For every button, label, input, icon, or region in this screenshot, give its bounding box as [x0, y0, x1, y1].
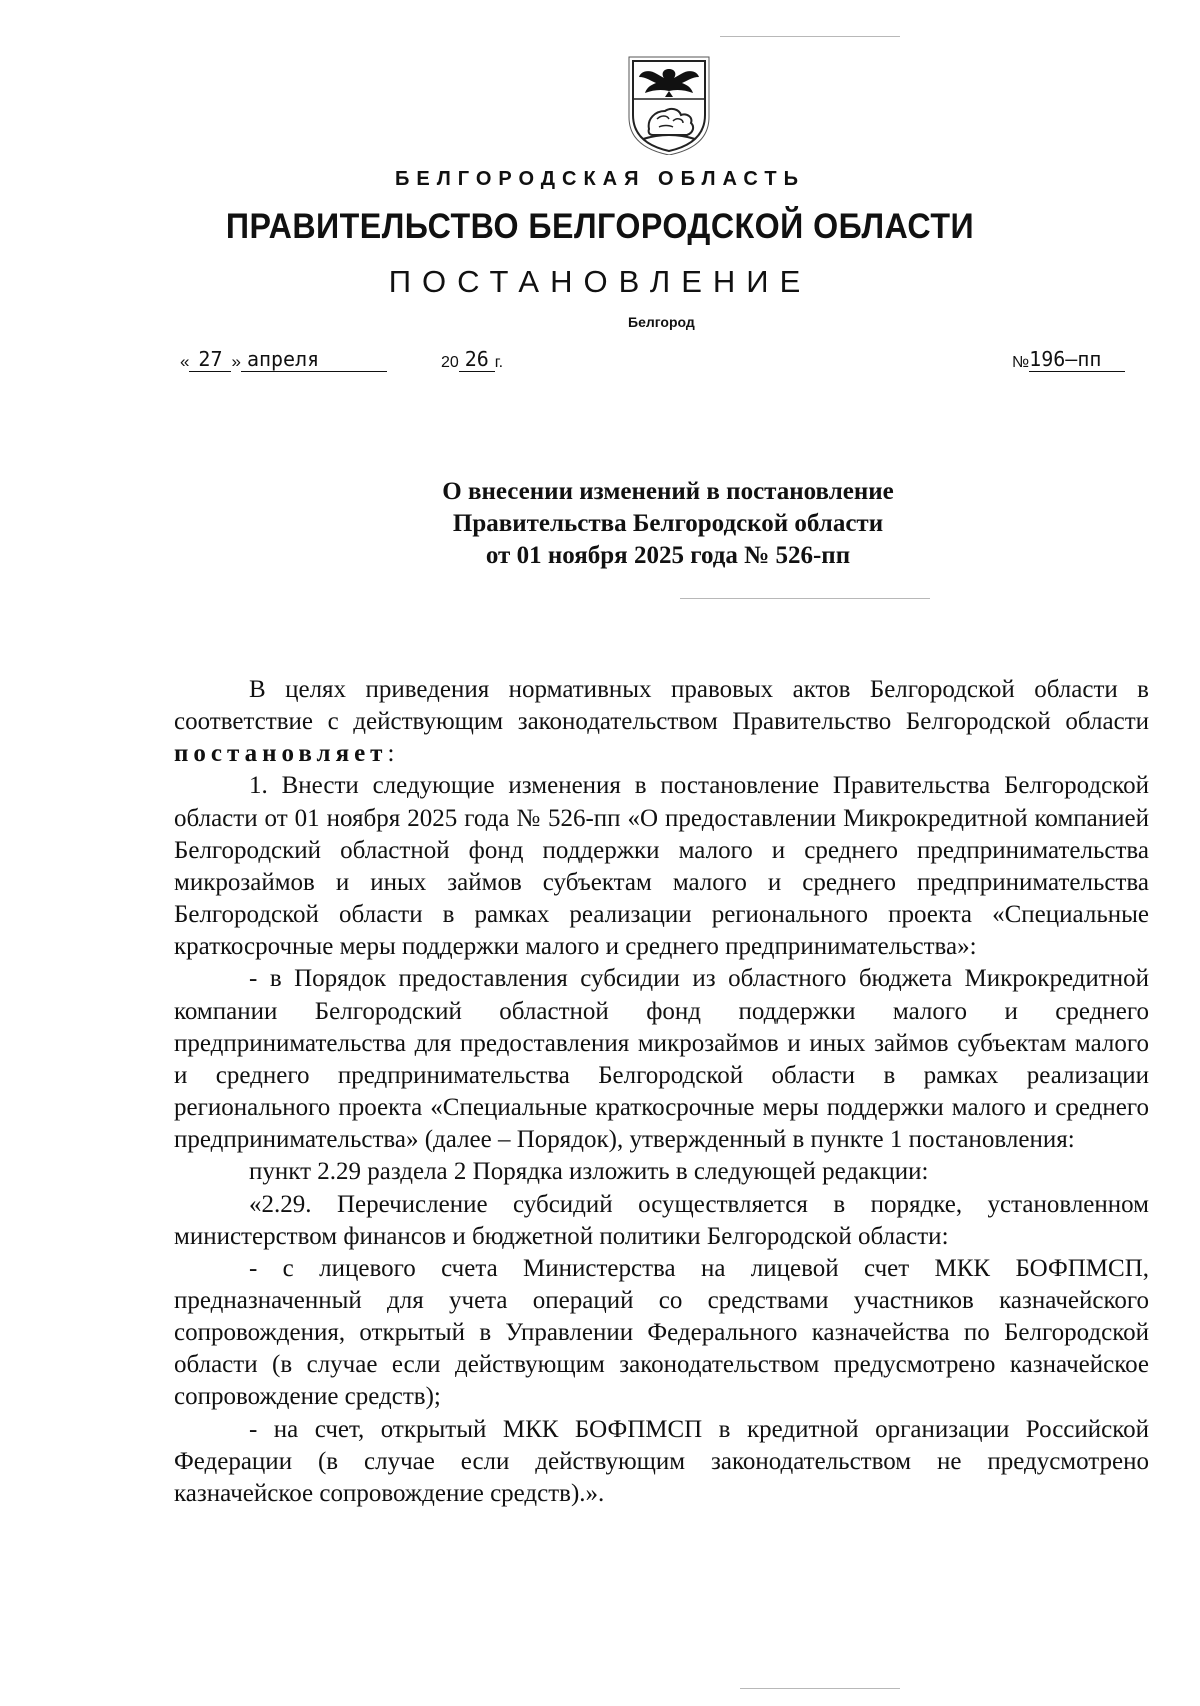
- date-open-quote: «: [180, 352, 190, 371]
- title-line-1: О внесении изменений в постановление: [442, 478, 894, 505]
- document-number: [1012, 340, 1125, 372]
- coat-of-arms-emblem: [623, 55, 715, 155]
- paragraph-order-amendment: - в Порядок предоставления субсидии из областного бюджета Микрокредитной компании Белгородский областной фонд поддержки малого и среднего предпринимательства для предоставления микрозаймов и иных займов субъектам малого и среднего предпринимательства Белгородской области в рамках реализации регионального проекта «Специальные краткосрочные меры поддержки малого и среднего предпринимательства» (далее – Порядок), утвержденный в пункте 1 постановления:: [174, 965, 1149, 1154]
- resolves-word: постановляет: [174, 740, 388, 768]
- region-heading: БЕЛГОРОДСКАЯ ОБЛАСТЬ: [395, 168, 805, 190]
- city-label: Белгород: [628, 314, 695, 330]
- date-year-prefix: 20: [440, 354, 459, 371]
- paragraph-preamble: В целях приведения нормативных правовых актов Белгородской области в соответствие с действующим законодательством Правительство Белгородской области постановляет:: [174, 676, 1149, 768]
- date-day: 27: [189, 347, 231, 372]
- paragraph-personal-account: - с лицевого счета Министерства на лицевой счет МКК БОФПМСП, предназначенный для учета операций со средствами участников казначейского сопровождения, открытый в Управлении Федерального казначейства по Белгородской области (в случае если действующим законодательством предусмотрено казначейское сопровождение средств);: [174, 1254, 1149, 1411]
- date-year-suffix: 26: [459, 347, 495, 372]
- document-body: [174, 674, 1149, 1510]
- scan-artifact: [680, 598, 930, 599]
- date-month: апреля: [241, 347, 387, 372]
- government-heading: ПРАВИТЕЛЬСТВО БЕЛГОРОДСКОЙ ОБЛАСТИ: [225, 207, 975, 246]
- document-date: [180, 340, 503, 372]
- title-line-3: от 01 ноября 2025 года № 526-пп: [485, 542, 851, 569]
- date-year-abbr: г.: [494, 354, 504, 371]
- paragraph-point-2-29: пункт 2.29 раздела 2 Порядка изложить в следующей редакции:: [249, 1158, 929, 1186]
- document-type-heading: ПОСТАНОВЛЕНИЕ: [388, 264, 812, 299]
- document-title: [0, 476, 1200, 572]
- scan-artifact: [720, 36, 900, 37]
- title-line-2: Правительства Белгородской области: [452, 510, 884, 537]
- paragraph-item-1: 1. Внести следующие изменения в постановление Правительства Белгородской области от 01 ноября 2025 года № 526-пп «О предоставлении Микрокредитной компанией Белгородский областной фонд поддержки малого и среднего предпринимательства микрозаймов и иных займов субъектам малого и среднего предпринимательства Белгородской области в рамках реализации регионального проекта «Специальные краткосрочные меры поддержки малого и среднего предпринимательства»:: [174, 772, 1149, 961]
- number-value: 196–пп: [1029, 347, 1125, 372]
- number-sign: №: [1012, 354, 1030, 371]
- scan-artifact: [740, 1688, 900, 1689]
- date-close-quote: »: [231, 352, 241, 371]
- paragraph-new-wording: «2.29. Перечисление субсидий осуществляется в порядке, установленном министерством финансов и бюджетной политики Белгородской области:: [174, 1190, 1149, 1250]
- paragraph-bank-account: - на счет, открытый МКК БОФПМСП в кредитной организации Российской Федерации (в случае если действующим законодательством не предусмотрено казначейское сопровождение средств).».: [174, 1415, 1149, 1507]
